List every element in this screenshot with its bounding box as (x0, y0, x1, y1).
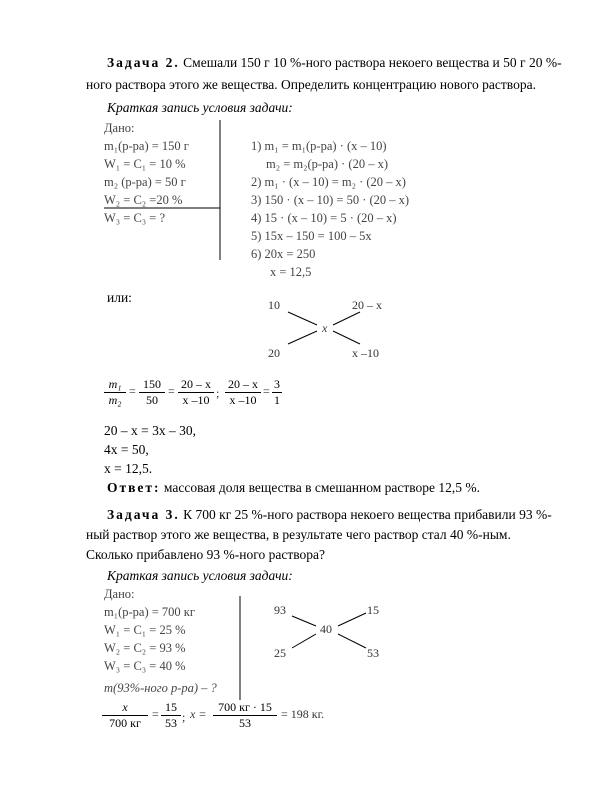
task3-cross-line-tl (292, 616, 316, 626)
task2-answer-label: Ответ: (107, 480, 161, 495)
task2-given-1: m₁(р-ра) = 150 г (104, 139, 189, 153)
task2-given-title: Дано: (104, 121, 135, 135)
task2-given-3: m₂ (р-ра) = 50 г (104, 175, 186, 189)
task2-frac-3-1: $\frac{3}{1}$ (274, 377, 280, 407)
task3-heading: Задача 3. (107, 507, 180, 522)
task3-cross-bl: 25 (274, 646, 286, 660)
task3-result: = 198 кг. (281, 707, 325, 721)
task2-or: или: (107, 290, 132, 305)
task3-eq-1: = (152, 707, 159, 721)
task2-cross-line-tr (333, 312, 360, 325)
task2-given-2: W₁ = C₁ = 10 % (104, 157, 186, 171)
task2-step-2: 2) m₁ · (x – 10) = m₂ · (20 – x) (251, 175, 406, 189)
task2-brief-label: Краткая запись условия задачи: (107, 100, 293, 115)
task2-cross-br: x –10 (352, 346, 379, 360)
task2-sep: ; (216, 386, 220, 400)
task3-given-4: W₃ = C₃ = 40 % (104, 659, 186, 673)
task2-answer-text: массовая доля вещества в смешанном растворе 12,5 %. (160, 480, 481, 495)
task3-cross-center: 40 (320, 622, 332, 636)
task2-eq-2: = (168, 384, 175, 398)
task2-cross-line-bl (288, 331, 317, 344)
task2-cross-tl: 10 (268, 298, 280, 312)
task3-x-label: x = (190, 707, 207, 721)
task3-frac-15-53: $\frac{15}{53}$ (161, 700, 181, 731)
task3-statement-line3: Сколько прибавлено 93 %-ного раствора? (86, 547, 325, 562)
task2-eq-1: = (129, 384, 136, 398)
task2-frac-ratio-2: $\frac{20 - x}{x -10}$ (225, 377, 261, 408)
task2-step-3: 3) 150 · (x – 10) = 50 · (20 – x) (251, 193, 410, 207)
task3-sep: ; (182, 710, 186, 724)
task3-cross-line-bl (292, 634, 316, 648)
task2-frac-150-50: $\frac{150}{50}$ (139, 377, 165, 408)
task3-brief-label: Краткая запись условия задачи: (107, 568, 293, 583)
task2-step-1b: m₂ = m₂(р-ра) · (20 – x) (266, 157, 388, 171)
task2-cross-center: x (322, 321, 328, 335)
task2-step-6: 6) 20x = 250 (251, 247, 316, 261)
task2-heading: Задача 2. (107, 55, 180, 70)
task2-cross-tr: 20 – x (352, 298, 382, 312)
task3-given-1: m₁(р-ра) = 700 кг (104, 605, 195, 619)
task2-statement-line2: ного раствора этого же вещества. Определить концентрацию нового раствора. (86, 77, 536, 92)
task2-solution-3: x = 12,5. (104, 461, 153, 476)
task2-text1: Смешали 150 г 10 %-ного раствора некоего вещества и 50 г 20 %- (179, 55, 562, 70)
task2-given-4: W₂ = C₂ =20 % (104, 193, 183, 207)
task3-statement-line2: ный раствор этого же вещества, в результате чего раствор стал 40 %-ным. (86, 527, 511, 542)
task2-frac-m: $\frac{\text{m₁}}{\text{m₂}}$ (104, 377, 126, 408)
task2-step-1: 1) m₁ = m₁(р-ра) · (x – 10) (251, 139, 387, 153)
task2-step-5: 5) 15x – 150 = 100 – 5x (251, 229, 372, 243)
task3-given-2: W₁ = C₁ = 25 % (104, 623, 186, 637)
task2-cross-line-tl (288, 312, 317, 325)
task3-frac-result: 700 кг · 15 53 (213, 700, 277, 731)
task3-find: m(93%-ного р-ра) – ? (104, 681, 217, 695)
task2-given-5: W₃ = C₃ = ? (104, 211, 165, 225)
task3-given-title: Дано: (104, 587, 135, 601)
task2-cross-bl: 20 (268, 346, 280, 360)
task3-cross-tr: 15 (367, 603, 379, 617)
task3-cross-tl: 93 (274, 603, 286, 617)
task2-solution-1: 20 – x = 3x – 30, (104, 423, 196, 438)
task2-step-4: 4) 15 · (x – 10) = 5 · (20 – x) (251, 211, 397, 225)
task2-step-6b: x = 12,5 (270, 265, 312, 279)
task3-cross-line-tr (338, 613, 366, 626)
task3-given-3: W₂ = C₂ = 93 % (104, 641, 186, 655)
task2-solution-2: 4x = 50, (104, 442, 149, 457)
task2-eq-3: = (263, 384, 270, 398)
task3-cross-br: 53 (367, 646, 379, 660)
task2-cross-line-br (333, 331, 360, 344)
task3-cross-line-br (338, 634, 366, 648)
task3-text1: К 700 кг 25 %-ного раствора некоего вещества прибавили 93 %- (179, 507, 552, 522)
task3-frac-x-700: x 700 кг (102, 700, 148, 731)
task2-frac-ratio-1: $\frac{20 - x}{x -10}$ (178, 377, 214, 408)
